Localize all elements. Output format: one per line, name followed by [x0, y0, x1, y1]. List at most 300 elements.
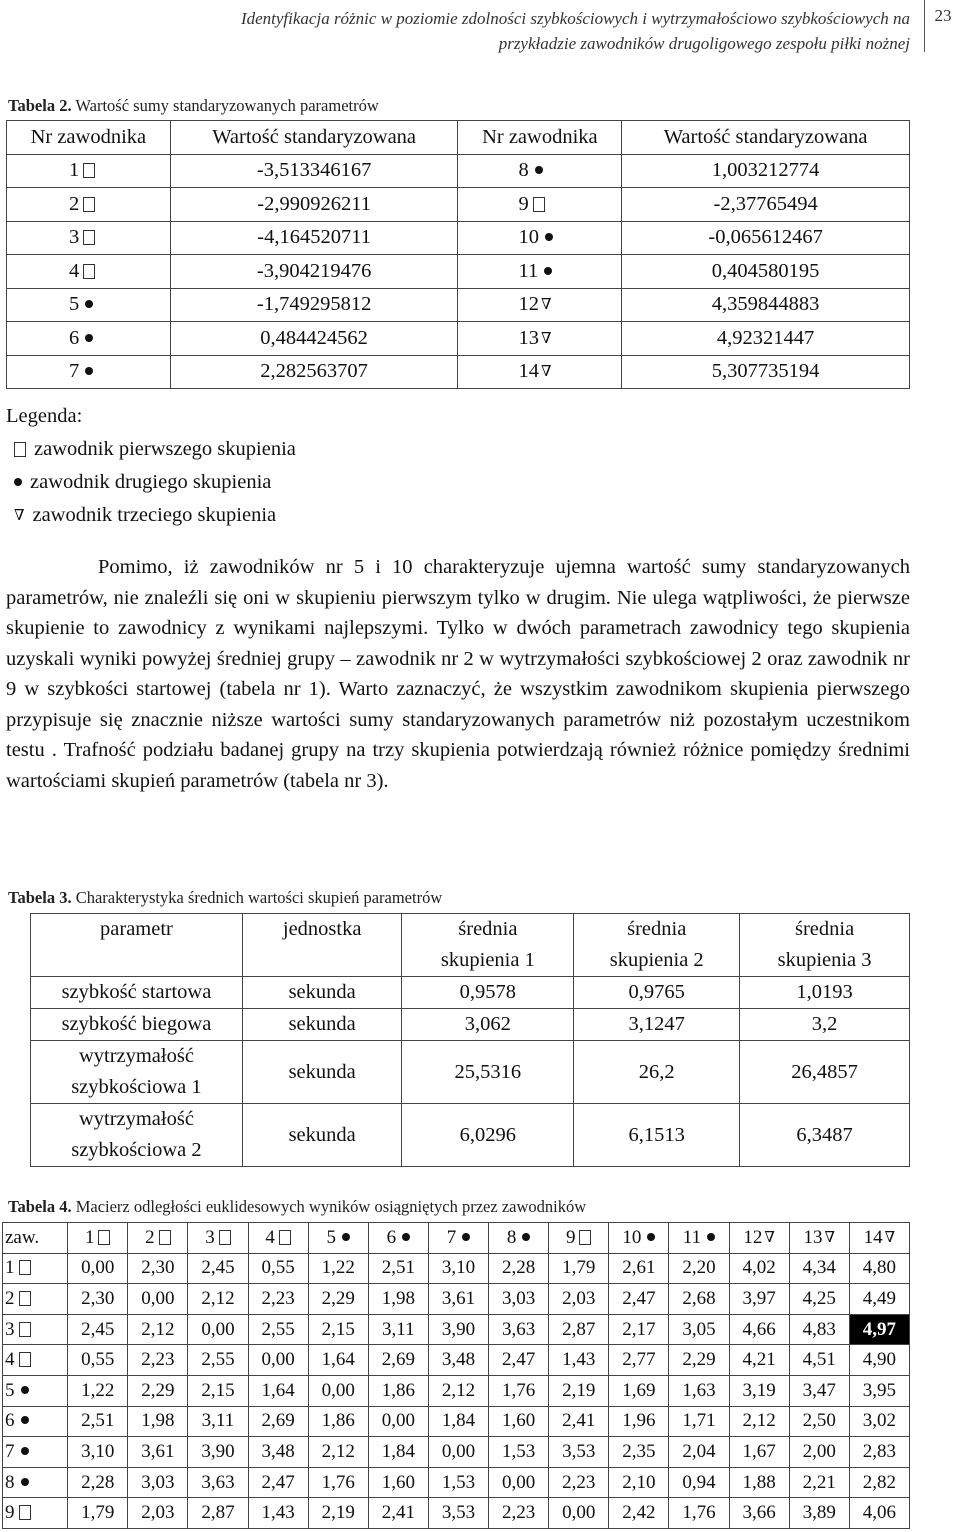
player-number: 7 [446, 1226, 457, 1248]
standardized-value: 1,003212774 [622, 154, 910, 188]
distance-cell: 2,15 [308, 1314, 368, 1345]
cluster-mean: 25,5316 [402, 1041, 574, 1104]
distance-cell: 2,87 [549, 1314, 609, 1345]
distance-cell: 3,10 [68, 1437, 128, 1468]
distance-cell: 3,11 [368, 1314, 428, 1345]
table3-body [31, 977, 910, 1167]
distance-cell: 2,45 [188, 1253, 248, 1284]
cluster2-dot-icon [85, 334, 93, 342]
table4-row [3, 1467, 910, 1498]
table2-caption-label: Tabela 2. [8, 96, 72, 115]
table2-header-cell: Nr zawodnika [458, 121, 622, 155]
running-title-line2: przykładzie zawodników drugoligowego zespołu piłki nożnej [498, 34, 910, 53]
distance-cell: 2,41 [368, 1498, 428, 1529]
table2-row [7, 355, 910, 389]
distance-cell: 2,29 [308, 1284, 368, 1315]
cluster-mean: 0,9765 [574, 977, 740, 1009]
cluster1-box-icon [19, 1291, 31, 1306]
cluster2-dot-icon [535, 166, 543, 174]
cluster-mean: 26,2 [574, 1041, 740, 1104]
player-number-cell [458, 188, 622, 222]
player-number: 2 [5, 1287, 15, 1309]
column-header [248, 1223, 308, 1254]
distance-cell: 0,00 [68, 1253, 128, 1284]
distance-cell: 2,17 [609, 1314, 669, 1345]
parameter-name: wytrzymałość szybkościowa 1 [31, 1041, 243, 1104]
distance-cell: 1,43 [248, 1498, 308, 1529]
standardized-value: -1,749295812 [170, 288, 458, 322]
row-header [3, 1467, 68, 1498]
distance-cell: 2,12 [188, 1284, 248, 1315]
table2-row [7, 221, 910, 255]
distance-cell: 1,86 [308, 1406, 368, 1437]
distance-cell: 2,69 [248, 1406, 308, 1437]
distance-cell: 2,23 [549, 1467, 609, 1498]
player-number: 12 [518, 293, 539, 316]
cluster1-box-icon [83, 163, 95, 178]
column-header [609, 1223, 669, 1254]
player-number: 3 [5, 1318, 15, 1340]
distance-cell: 4,51 [789, 1345, 849, 1376]
standardized-value: 2,282563707 [170, 355, 458, 389]
distance-cell: 2,20 [669, 1253, 729, 1284]
distance-cell: 2,19 [308, 1498, 368, 1529]
player-number-cell [7, 255, 171, 289]
distance-cell: 3,97 [729, 1284, 789, 1315]
standardized-value: -4,164520711 [170, 221, 458, 255]
distance-cell: 1,22 [308, 1253, 368, 1284]
cluster2-dot-icon [545, 233, 553, 241]
distance-cell: 3,48 [428, 1345, 488, 1376]
table4-row [3, 1375, 910, 1406]
distance-cell: 4,49 [849, 1284, 909, 1315]
table2-row [7, 188, 910, 222]
distance-cell: 1,43 [549, 1345, 609, 1376]
player-number: 13 [518, 326, 539, 349]
player-number: 2 [145, 1226, 155, 1248]
unit: sekunda [242, 1104, 402, 1167]
distance-cell: 0,55 [68, 1345, 128, 1376]
cluster-mean: 3,1247 [574, 1009, 740, 1041]
distance-cell: 4,34 [789, 1253, 849, 1284]
standardized-value: 0,484424562 [170, 322, 458, 356]
distance-cell: 3,63 [188, 1467, 248, 1498]
distance-cell: 3,63 [489, 1314, 549, 1345]
cluster2-dot-icon [21, 1478, 29, 1486]
column-header [188, 1223, 248, 1254]
player-number: 8 [5, 1471, 15, 1493]
player-number: 7 [69, 360, 80, 383]
distance-cell: 2,51 [68, 1406, 128, 1437]
cluster1-box-icon [19, 1352, 31, 1367]
table2-row [7, 154, 910, 188]
distance-cell: 3,05 [669, 1314, 729, 1345]
distance-cell: 2,47 [489, 1345, 549, 1376]
table3-header-row [31, 914, 910, 977]
cluster2-dot-icon [402, 1233, 410, 1241]
cluster3-nabla-icon: ∇ [14, 508, 25, 524]
distance-cell: 2,19 [549, 1375, 609, 1406]
standardized-value: -3,904219476 [170, 255, 458, 289]
page-header [0, 0, 960, 60]
player-number: 5 [5, 1379, 15, 1401]
player-number: 6 [386, 1226, 397, 1248]
cluster3-nabla-icon: ∇ [884, 1229, 896, 1246]
table2-caption [8, 96, 379, 116]
column-header [428, 1223, 488, 1254]
distance-cell: 4,83 [789, 1314, 849, 1345]
column-header [729, 1223, 789, 1254]
distance-cell: 2,47 [248, 1467, 308, 1498]
distance-cell: 2,21 [789, 1467, 849, 1498]
distance-cell: 1,86 [368, 1375, 428, 1406]
cluster1-box-icon [533, 197, 545, 212]
cluster2-dot-icon [21, 1447, 29, 1455]
distance-cell: 1,84 [428, 1406, 488, 1437]
table3-row [31, 977, 910, 1009]
distance-cell: 3,02 [849, 1406, 909, 1437]
cluster1-box-icon [579, 1230, 591, 1245]
distance-cell: 1,69 [609, 1375, 669, 1406]
distance-cell: 2,15 [188, 1375, 248, 1406]
cluster2-dot-icon [522, 1233, 530, 1241]
player-number-cell [458, 355, 622, 389]
player-number: 11 [518, 259, 539, 282]
table2-header-cell: Wartość standaryzowana [622, 121, 910, 155]
standardized-value: 4,92321447 [622, 322, 910, 356]
table2-header-row [7, 121, 910, 155]
player-number: 9 [5, 1502, 15, 1524]
legend-title: Legenda: [6, 405, 83, 427]
table4-row [3, 1406, 910, 1437]
distance-cell: 3,19 [729, 1375, 789, 1406]
distance-cell: 3,90 [188, 1437, 248, 1468]
cluster-mean: 1,0193 [740, 977, 910, 1009]
highlighted-distance: 4,97 [849, 1314, 909, 1345]
legend-item [6, 433, 296, 466]
distance-cell: 0,00 [549, 1498, 609, 1529]
table3-row [31, 1041, 910, 1104]
distance-cell: 2,87 [188, 1498, 248, 1529]
table4-header-row [3, 1223, 910, 1254]
table4 [2, 1222, 910, 1529]
cluster3-nabla-icon: ∇ [764, 1229, 775, 1246]
table2-body [7, 154, 910, 389]
player-number: 8 [518, 159, 529, 182]
distance-cell: 1,53 [489, 1437, 549, 1468]
cluster-mean: 6,1513 [574, 1104, 740, 1167]
table2-row [7, 255, 910, 289]
player-number: 7 [5, 1440, 15, 1462]
distance-cell: 1,96 [609, 1406, 669, 1437]
player-number-cell [458, 154, 622, 188]
distance-cell: 2,45 [68, 1314, 128, 1345]
unit: sekunda [242, 1009, 402, 1041]
cluster2-dot-icon [707, 1233, 715, 1241]
cluster1-box-icon [159, 1230, 171, 1245]
cluster-mean: 6,3487 [740, 1104, 910, 1167]
standardized-value: -0,065612467 [622, 221, 910, 255]
distance-cell: 3,53 [428, 1498, 488, 1529]
distance-cell: 1,88 [729, 1467, 789, 1498]
distance-cell: 4,66 [729, 1314, 789, 1345]
distance-cell: 0,00 [428, 1437, 488, 1468]
distance-cell: 2,82 [849, 1467, 909, 1498]
distance-cell: 2,12 [428, 1375, 488, 1406]
distance-cell: 2,55 [188, 1345, 248, 1376]
distance-cell: 2,00 [789, 1437, 849, 1468]
column-header [368, 1223, 428, 1254]
player-number: 1 [69, 159, 80, 182]
table2-header-cell: Wartość standaryzowana [170, 121, 458, 155]
distance-cell: 4,25 [789, 1284, 849, 1315]
cluster3-nabla-icon: ∇ [540, 297, 552, 314]
distance-cell: 3,03 [128, 1467, 188, 1498]
distance-cell: 2,28 [68, 1467, 128, 1498]
distance-cell: 3,90 [428, 1314, 488, 1345]
distance-cell: 2,47 [609, 1284, 669, 1315]
distance-cell: 2,50 [789, 1406, 849, 1437]
distance-cell: 2,23 [248, 1284, 308, 1315]
distance-cell: 1,76 [489, 1375, 549, 1406]
distance-cell: 3,11 [188, 1406, 248, 1437]
distance-cell: 1,79 [68, 1498, 128, 1529]
table4-row [3, 1437, 910, 1468]
corner-label: zaw. [3, 1223, 68, 1254]
table3-header-cell: średnia skupienia 2 [574, 914, 740, 977]
distance-cell: 2,30 [68, 1284, 128, 1315]
table4-caption-label: Tabela 4. [8, 1197, 72, 1216]
distance-cell: 4,90 [849, 1345, 909, 1376]
cluster1-box-icon [279, 1230, 291, 1245]
player-number: 9 [565, 1226, 576, 1248]
distance-cell: 2,12 [308, 1437, 368, 1468]
distance-cell: 2,41 [549, 1406, 609, 1437]
distance-cell: 2,23 [128, 1345, 188, 1376]
distance-cell: 0,94 [669, 1467, 729, 1498]
cluster3-nabla-icon: ∇ [540, 330, 552, 347]
table2-row [7, 288, 910, 322]
standardized-value: -3,513346167 [170, 154, 458, 188]
table4-caption-text: Macierz odległości euklidesowych wyników osiągniętych przez zawodników [71, 1197, 587, 1216]
distance-cell: 3,66 [729, 1498, 789, 1529]
player-number: 8 [506, 1226, 517, 1248]
table4-row [3, 1253, 910, 1284]
distance-cell: 2,68 [669, 1284, 729, 1315]
distance-cell: 2,10 [609, 1467, 669, 1498]
cluster2-dot-icon [544, 267, 552, 275]
paragraph-text: Pomimo, iż zawodników nr 5 i 10 charakteryzuje ujemna wartość sumy standaryzowanych parametrów, nie znaleźli się oni w skupieniu pierwszym tylko w drugim. Nie ulega wątpliwości, że pierwsze skupienie to zawodnicy z wynikami najlepszymi. Tylko w dwóch parametrach zawodnicy tego skupienia uzyskali wyniki powyżej średniej grupy – zawodnik nr 2 w wytrzymałości szybkościowej 2 oraz zawodnik nr 9 w szybkości startowej (tabela nr 1). Warto zaznaczyć, że wszystkim zawodnikom skupienia pierwszego przypisuje się znacznie niższe wartości sumy standaryzowanych parametrów niż pozostałym uczestnikom testu . Trafność podziału badanej grupy na trzy skupienia potwierdzają również różnice pomiędzy średnimi wartościami skupień parametrów (tabela nr 3). [6, 556, 910, 792]
legend [6, 400, 296, 533]
distance-cell: 0,00 [188, 1314, 248, 1345]
legend-item-text: zawodnik drugiego skupienia [30, 471, 272, 493]
table2 [6, 120, 910, 389]
distance-cell: 2,42 [609, 1498, 669, 1529]
distance-cell: 3,10 [428, 1253, 488, 1284]
distance-cell: 0,00 [489, 1467, 549, 1498]
standardized-value: 0,404580195 [622, 255, 910, 289]
distance-cell: 2,28 [489, 1253, 549, 1284]
distance-cell: 1,67 [729, 1437, 789, 1468]
player-number: 3 [69, 226, 80, 249]
distance-cell: 1,60 [368, 1467, 428, 1498]
cluster-mean: 6,0296 [402, 1104, 574, 1167]
cluster2-dot-icon [85, 300, 93, 308]
player-number: 9 [518, 192, 529, 215]
player-number: 4 [69, 259, 80, 282]
distance-cell: 3,95 [849, 1375, 909, 1406]
player-number-cell [7, 355, 171, 389]
distance-cell: 3,89 [789, 1498, 849, 1529]
distance-cell: 1,98 [128, 1406, 188, 1437]
distance-cell: 1,60 [489, 1406, 549, 1437]
distance-cell: 0,55 [248, 1253, 308, 1284]
player-number: 14 [518, 360, 539, 383]
table3 [30, 913, 910, 1167]
player-number: 4 [5, 1349, 15, 1371]
distance-cell: 1,84 [368, 1437, 428, 1468]
table2-caption-text: Wartość sumy standaryzowanych parametrów [71, 96, 379, 115]
row-header [3, 1375, 68, 1406]
distance-cell: 1,76 [669, 1498, 729, 1529]
cluster1-box-icon [83, 264, 95, 279]
distance-cell: 2,03 [128, 1498, 188, 1529]
cluster-mean: 0,9578 [402, 977, 574, 1009]
standardized-value: -2,990926211 [170, 188, 458, 222]
distance-cell: 1,98 [368, 1284, 428, 1315]
player-number: 3 [205, 1226, 215, 1248]
cluster-mean: 26,4857 [740, 1041, 910, 1104]
player-number-cell [458, 288, 622, 322]
unit: sekunda [242, 1041, 402, 1104]
parameter-name: szybkość startowa [31, 977, 243, 1009]
legend-items [6, 433, 296, 533]
distance-cell: 0,00 [128, 1284, 188, 1315]
distance-cell: 2,55 [248, 1314, 308, 1345]
distance-cell: 2,83 [849, 1437, 909, 1468]
unit: sekunda [242, 977, 402, 1009]
player-number-cell [458, 255, 622, 289]
cluster2-dot-icon [342, 1233, 350, 1241]
distance-cell: 2,77 [609, 1345, 669, 1376]
player-number: 1 [84, 1226, 95, 1248]
distance-cell: 2,04 [669, 1437, 729, 1468]
player-number: 13 [803, 1226, 823, 1248]
player-number: 6 [69, 326, 80, 349]
distance-cell: 2,03 [549, 1284, 609, 1315]
player-number: 10 [622, 1226, 642, 1248]
legend-item-text: zawodnik trzeciego skupienia [32, 504, 277, 526]
distance-cell: 4,02 [729, 1253, 789, 1284]
column-header [308, 1223, 368, 1254]
row-header [3, 1498, 68, 1529]
standardized-value: 5,307735194 [622, 355, 910, 389]
table4-row [3, 1345, 910, 1376]
distance-cell: 2,23 [489, 1498, 549, 1529]
distance-cell: 2,29 [128, 1375, 188, 1406]
distance-cell: 1,64 [308, 1345, 368, 1376]
distance-cell: 3,53 [549, 1437, 609, 1468]
player-number-cell [7, 188, 171, 222]
distance-cell: 2,51 [368, 1253, 428, 1284]
table3-caption [8, 888, 442, 908]
running-title [30, 6, 910, 56]
cluster2-dot-icon [14, 478, 22, 486]
column-header [669, 1223, 729, 1254]
table3-caption-text: Charakterystyka średnich wartości skupień parametrów [71, 888, 443, 907]
player-number-cell [458, 322, 622, 356]
table4-row [3, 1284, 910, 1315]
cluster1-box-icon [19, 1322, 31, 1337]
cluster-mean: 3,062 [402, 1009, 574, 1041]
legend-item-text: zawodnik pierwszego skupienia [34, 438, 296, 460]
parameter-name: wytrzymałość szybkościowa 2 [31, 1104, 243, 1167]
table4-body [3, 1253, 910, 1528]
row-header [3, 1253, 68, 1284]
player-number: 6 [5, 1410, 15, 1432]
parameter-name: szybkość biegowa [31, 1009, 243, 1041]
cluster1-box-icon [98, 1230, 110, 1245]
table2-row [7, 322, 910, 356]
distance-cell: 2,12 [128, 1314, 188, 1345]
row-header [3, 1406, 68, 1437]
distance-cell: 3,61 [428, 1284, 488, 1315]
distance-cell: 0,00 [248, 1345, 308, 1376]
distance-cell: 4,21 [729, 1345, 789, 1376]
distance-cell: 1,63 [669, 1375, 729, 1406]
header-divider [924, 0, 925, 52]
distance-cell: 2,69 [368, 1345, 428, 1376]
distance-cell: 2,61 [609, 1253, 669, 1284]
legend-item [6, 466, 296, 499]
table3-row [31, 1104, 910, 1167]
table3-caption-label: Tabela 3. [8, 888, 72, 907]
column-header [789, 1223, 849, 1254]
row-header [3, 1314, 68, 1345]
distance-cell: 2,30 [128, 1253, 188, 1284]
column-header [128, 1223, 188, 1254]
cluster1-box-icon [14, 442, 26, 457]
distance-cell: 0,00 [308, 1375, 368, 1406]
distance-cell: 3,47 [789, 1375, 849, 1406]
column-header [68, 1223, 128, 1254]
distance-cell: 2,29 [669, 1345, 729, 1376]
cluster2-dot-icon [647, 1233, 655, 1241]
player-number-cell [458, 221, 622, 255]
row-header [3, 1284, 68, 1315]
table3-header-cell: średnia skupienia 1 [402, 914, 574, 977]
column-header [549, 1223, 609, 1254]
distance-cell: 1,64 [248, 1375, 308, 1406]
distance-cell: 2,12 [729, 1406, 789, 1437]
cluster1-box-icon [219, 1230, 231, 1245]
row-header [3, 1345, 68, 1376]
distance-cell: 1,53 [428, 1467, 488, 1498]
cluster3-nabla-icon: ∇ [824, 1229, 835, 1246]
player-number: 14 [863, 1226, 883, 1248]
player-number: 11 [682, 1226, 702, 1248]
distance-cell: 3,48 [248, 1437, 308, 1468]
table4-row [3, 1314, 910, 1345]
player-number: 10 [518, 226, 539, 249]
body-paragraph [6, 552, 910, 796]
cluster1-box-icon [83, 197, 95, 212]
player-number: 2 [69, 192, 80, 215]
cluster1-box-icon [83, 230, 95, 245]
cluster3-nabla-icon: ∇ [540, 364, 552, 381]
cluster-mean: 3,2 [740, 1009, 910, 1041]
distance-cell: 4,80 [849, 1253, 909, 1284]
